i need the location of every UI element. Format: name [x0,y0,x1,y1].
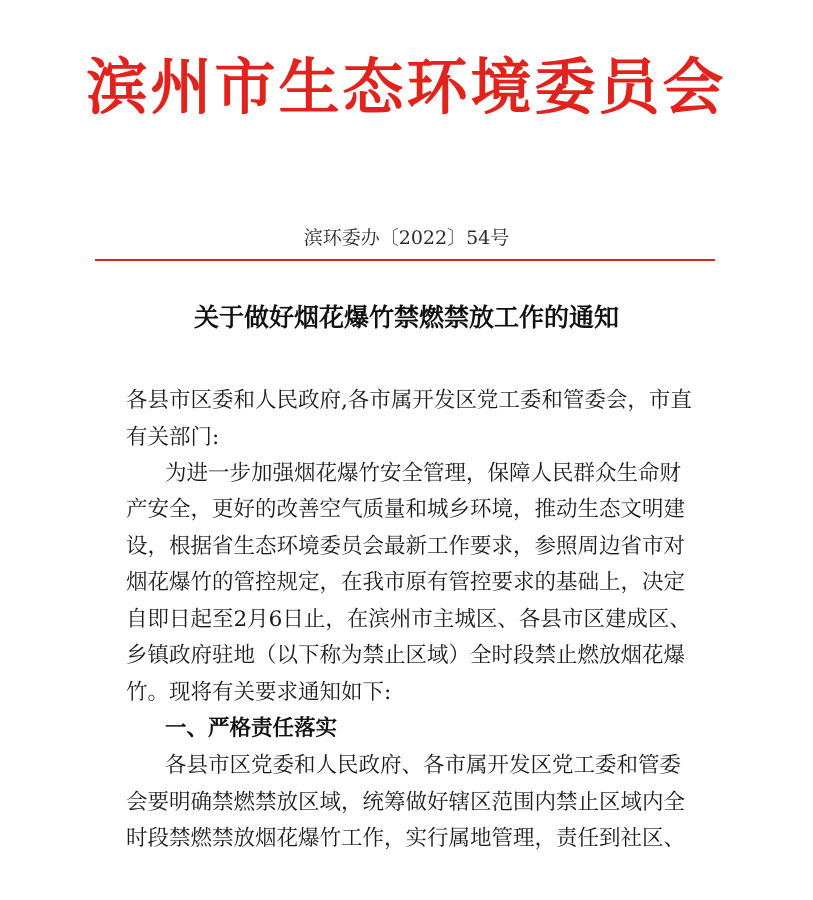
paragraph-line: 为进一步加强烟花爆竹安全管理，保障人民群众生命财 [165,461,682,486]
paragraph-line: 自即日起至2月6日止，在滨州市主城区、各县市区建成区、 [126,607,691,632]
section-heading: 一、严格责任落实 [165,716,338,741]
paragraph-line: 乡镇政府驻地（以下称为禁止区域）全时段禁止燃放烟花爆 [126,643,686,668]
document-number: 滨环委办〔2022〕54号 [303,227,510,249]
paragraph-line: 时段禁燃禁放烟花爆竹工作，实行属地管理，责任到社区、 [126,826,686,851]
addressee-line: 各县市区委和人民政府,各市属开发区党工委和管委会，市直 [126,388,692,413]
paragraph-line: 产安全，更好的改善空气质量和城乡环境，推动生态文明建 [126,497,686,522]
red-separator-line [95,259,715,261]
paragraph-line: 会要明确禁燃禁放区域，统筹做好辖区范围内禁止区域内全 [126,790,686,815]
paragraph-line: 各县市区党委和人民政府、各市属开发区党工委和管委 [165,753,682,778]
document-title: 关于做好烟花爆竹禁燃禁放工作的通知 [193,303,619,332]
issuer-red-header: 滨州市生态环境委员会 [86,52,727,123]
addressee-line: 有关部门: [126,425,220,450]
paragraph-line: 竹。现将有关要求通知如下: [126,680,392,705]
paragraph-line: 烟花爆竹的管控规定，在我市原有管控要求的基础上，决定 [126,570,686,595]
paragraph-line: 设，根据省生态环境委员会最新工作要求，参照周边省市对 [126,534,686,559]
